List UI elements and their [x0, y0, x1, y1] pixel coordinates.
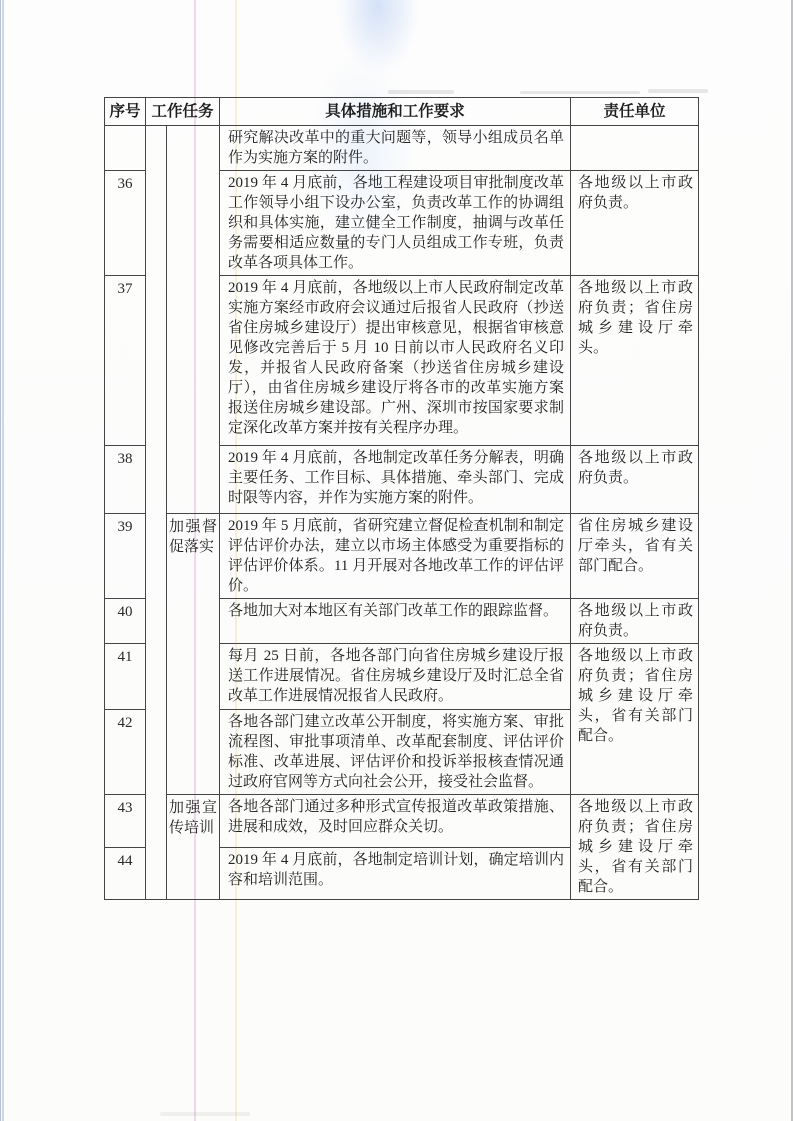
table-row-continuation	[105, 126, 699, 171]
measures-cell: 各地各部门建立改革公开制度，将实施方案、审批流程图、审批事项清单、改革配套制度、评估评价标准、改革进展、评估评价和投诉举报核查情况通过政府官网等方式向社会公开，接受社会监督。	[220, 710, 571, 795]
measures-cell: 2019 年 5 月底前，省研究建立督促检查机制和制定评估评价办法，建立以市场主体感受为重要指标的评估评价体系。11 月开展对各地改革工作的评估评价。	[220, 514, 571, 599]
table-header-row	[105, 98, 699, 126]
scan-smudge	[648, 89, 708, 93]
measures-cell: 2019 年 4 月底前，各地级以上市人民政府制定改革实施方案经市政府会议通过后报省人民政府（抄送省住房城乡建设厅）提出审核意见，根据省审核意见修改完善后于 5 月 10 日前以市人民政府名义印发，并报省人民政府备案（抄送省住房城乡建设厅），由省住房城乡建设厅将各市的改革实施方案报送住房城乡建设部。广州、深圳市按国家要求制定深化改革方案并按有关程序办理。	[220, 276, 571, 446]
responsibility-cell-merged: 各地级以上市政府负责；省住房城乡建设厅牵头，省有关部门配合。	[571, 644, 699, 795]
task-cell-supervision: 加强督促落实	[167, 514, 220, 795]
task-measures-table	[104, 97, 699, 900]
measures-cell: 2019 年 4 月底前，各地制定改革任务分解表，明确主要任务、工作目标、具体措施、牵头部门、完成时限等内容，并作为实施方案的附件。	[220, 446, 571, 514]
index-cell: 43	[105, 795, 146, 848]
header-index: 序号	[105, 98, 146, 126]
index-cell: 44	[105, 847, 146, 900]
scan-smudge	[388, 90, 454, 94]
table-row-43	[105, 795, 699, 848]
task-cell-publicity: 加强宣传培训	[167, 795, 220, 900]
header-measures: 具体措施和工作要求	[220, 98, 571, 126]
task-category-column	[146, 126, 167, 900]
responsibility-cell: 各地级以上市政府负责。	[571, 599, 699, 644]
index-cell: 40	[105, 599, 146, 644]
measures-cell: 各地各部门通过多种形式宣传报道改革政策措施、进展和成效，及时回应群众关切。	[220, 795, 571, 848]
responsibility-cell	[571, 126, 699, 171]
measures-cell: 研究解决改革中的重大问题等，领导小组成员名单作为实施方案的附件。	[220, 126, 571, 171]
index-cell: 38	[105, 446, 146, 514]
responsibility-cell: 各地级以上市政府负责。	[571, 446, 699, 514]
measures-cell: 2019 年 4 月底前，各地制定培训计划，确定培训内容和培训范围。	[220, 847, 571, 900]
responsibility-cell: 各地级以上市政府负责；省住房城乡建设厅牵头。	[571, 276, 699, 446]
responsibility-cell: 省住房城乡建设厅牵头，省有关部门配合。	[571, 514, 699, 599]
index-cell	[105, 126, 146, 171]
task-cell-empty	[167, 126, 220, 514]
scan-left-edge	[0, 0, 1, 1121]
table-row-39	[105, 514, 699, 599]
measures-cell: 各地加大对本地区有关部门改革工作的跟踪监督。	[220, 599, 571, 644]
index-cell: 39	[105, 514, 146, 599]
index-cell: 37	[105, 276, 146, 446]
index-cell: 41	[105, 644, 146, 710]
scan-smudge	[160, 1112, 250, 1116]
scan-smudge	[520, 91, 640, 94]
scan-left-edge-tint	[2, 0, 4, 1121]
header-task: 工作任务	[146, 98, 220, 126]
responsibility-cell: 各地级以上市政府负责。	[571, 171, 699, 276]
index-cell: 36	[105, 171, 146, 276]
measures-cell: 2019 年 4 月底前，各地工程建设项目审批制度改革工作领导小组下设办公室，负责改革工作的协调组织和具体实施，建立健全工作制度，抽调与改革任务需要相适应数量的专门人员组成工作专班，负责改革各项具体工作。	[220, 171, 571, 276]
measures-cell: 每月 25 日前，各地各部门向省住房城乡建设厅报送工作进展情况。省住房城乡建设厅及时汇总全省改革工作进展情况报省人民政府。	[220, 644, 571, 710]
responsibility-cell-merged: 各地级以上市政府负责；省住房城乡建设厅牵头，省有关部门配合。	[571, 795, 699, 900]
index-cell: 42	[105, 710, 146, 795]
header-responsibility: 责任单位	[571, 98, 699, 126]
